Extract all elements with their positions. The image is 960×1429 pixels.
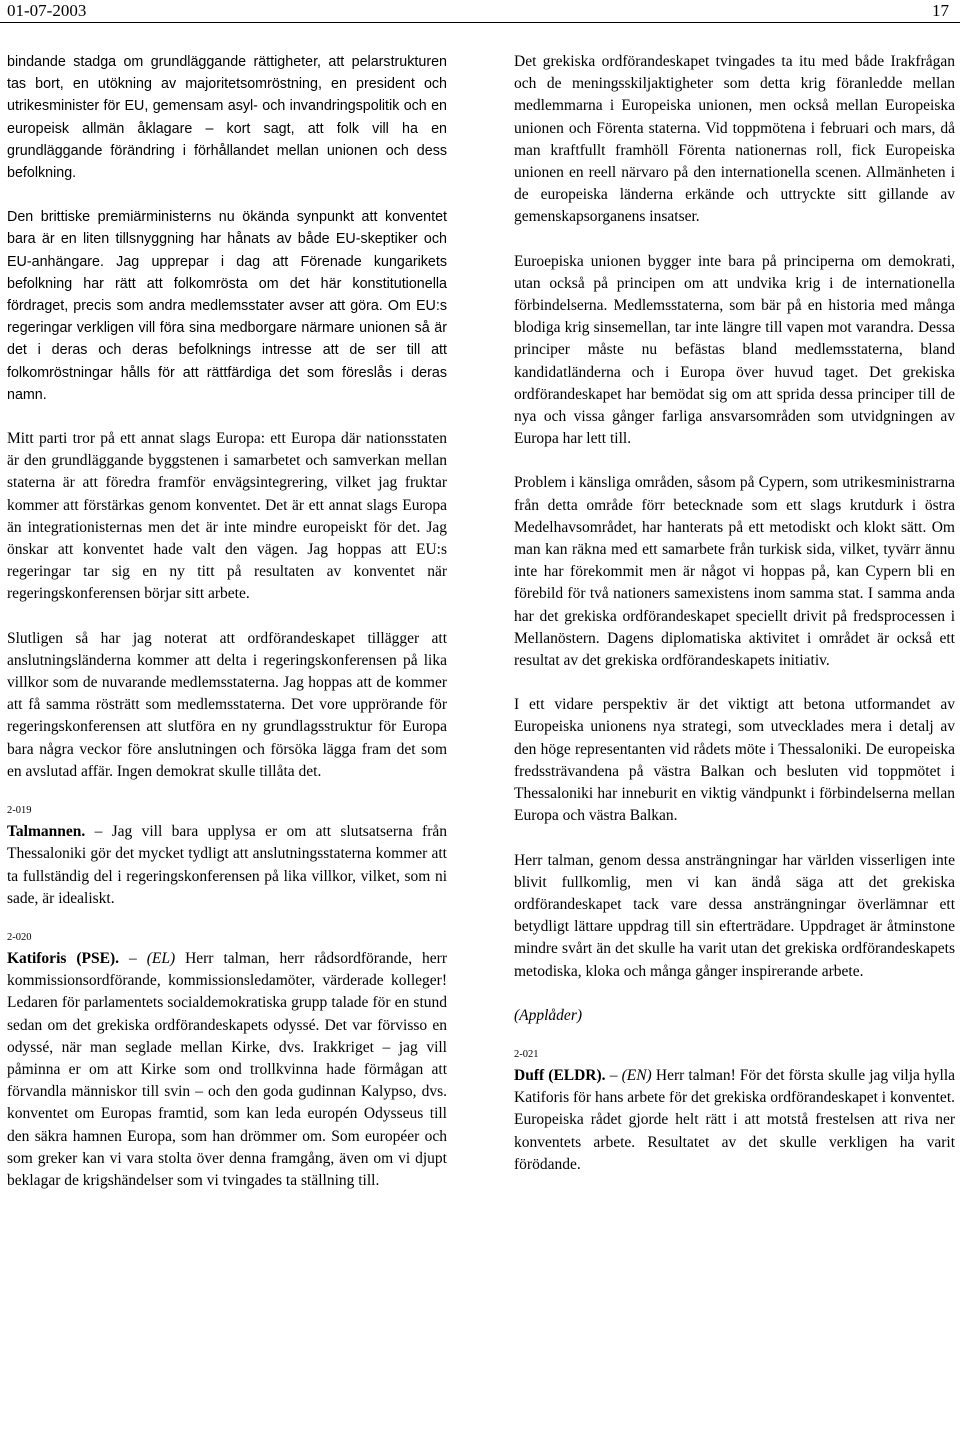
- speaker-name: Duff (ELDR).: [514, 1066, 606, 1084]
- paragraph-9: Herr talman, genom dessa ansträngningar har världen visserligen inte blivit fullkomlig, men vi kan ändå säga att det grekiska ordförandeskapet tack vare dessa ansträngningar överlämnar ett betydligt lättare uppdrag till sin efterträdare. Uppdraget är åtminstone mindre svårt än det skulle ha varit utan det grekiska ordförandeskapets metodiska, kloka och många gånger inspirerande arbete.: [514, 851, 955, 980]
- speech-ref-2-020: 2-020: [7, 931, 32, 943]
- applause-note: (Applåder): [514, 1006, 583, 1024]
- speech-katiforis: [7, 948, 447, 1192]
- speaker-name: Katiforis (PSE).: [7, 949, 119, 967]
- speech-dash: –: [605, 1066, 622, 1084]
- language-tag: (EN): [621, 1066, 652, 1084]
- speech-duff: [514, 1065, 955, 1176]
- paragraph-4: Slutligen så har jag noterat att ordförandeskapet tillägger att anslutningsländerna kommer att delta i regeringskonferensen på lika villkor som de nuvarande medlemsstaterna. Jag hoppas att de kommer att få samma rösträtt som medlemsstaterna. Det vore upprörande för regeringskonferensen att slutföra en ny grundlagsstruktur för Europa bara några veckor före anslutningen och försöka lägga fram det som en avslutad affär. Ingen demokrat skulle tillåta det.: [7, 629, 447, 780]
- paragraph-1: bindande stadga om grundläggande rättigheter, att pelarstrukturen tas bort, en utökning av majoritetsomröstning, en president och utrikesminister för EU, gemensam asyl- och invandringspolitik och en europeisk allmän åklagare – kort sagt, att folk vill ha en grundläggande förändring i förhållandet mellan unionen och dess befolkning.: [7, 54, 447, 182]
- paragraph-5: Det grekiska ordförandeskapet tvingades ta itu med både Irakfrågan och de meningsskiljaktigheter som detta krig föranledde mellan medlemmarna i Europeiska unionen, men också mellan Europeiska unionen och Förenta staterna. Vid toppmötena i februari och mars, då man kraftfullt framhöll Förenta nationernas roll, fick Europeiska unionen en reell närvaro på den internationella scenen. Allmänheten i de europeiska länderna erkände och uttryckte sitt gillande av gemenskapsorganens insatser.: [514, 53, 955, 226]
- speaker-name: Talmannen.: [7, 823, 86, 841]
- paragraph-8: I ett vidare perspektiv är det viktigt att betona utformandet av Europeiska unionens nya strategi, som utvecklades mera i detalj av den höge representanten vid rådets möte i Thessaloniki. De europeiska fredssträvandena på västra Balkan och besluten vid toppmötet i Thessaloniki har inneburit en viktig vändpunkt i förbindelserna mellan Europa och västra Balkan.: [514, 696, 955, 825]
- page-number: 17: [932, 1, 949, 20]
- speech-text: Herr talman! För det första skulle jag vilja hylla Katiforis för hans arbete för det grekiska ordförandeskapet i konventet. Europeiska rådet gjorde helt rätt i att motstå frestelsen att riva ner konventets arbete. Resultatet av det skulle verkligen ha varit förödande.: [514, 1066, 956, 1173]
- speech-talmannen: [7, 821, 447, 910]
- speech-text: – Jag vill bara upplysa er om att slutsatserna från Thessaloniki gör det mycket tydligt att anslutningsstaterna kommer att ta fullständig del i regeringskonferensen på lika villkor, vilket, som ni sade, är idealiskt.: [7, 823, 447, 907]
- speech-text: Herr talman, herr rådsordförande, herr kommissionsordförande, kommissionsledamöter, värderade kolleger! Ledaren för parlamentets socialdemokratiska grupp talade för en stund sedan om det grekiska ordförandeskapets odyssé. Det var förvisso en odyssé, när man seglade mellan Kirke, dvs. Irakkriget – jag vill påminna er om att Kirke som ond trollkvinna hade förmågan att förvandla människor till svin – och den goda gudinnan Kalypso, dvs. konventet om Europas framtid, som kan leda europén Odysseus till den säkra hamnen Europa, som han drömmer om. Som européer och som greker kan vi vara stolta över denna framgång, även om vi djupt beklagar de krigshändelser som vi tvingades ta ställning till.: [7, 949, 447, 1189]
- paragraph-7: Problem i känsliga områden, såsom på Cypern, som utrikesministrarna från detta område förr betecknade som ett slags krutdurk i östra Medelhavsområdet, har hanterats på ett metodiskt och klokt sätt. Om man kan räkna med ett samarbete från turkisk sida, vilket, tyvärr ännu inte har förekommit men är något vi hoppas på, kan Cypern bli en förebild för två nationers samexistens inom samma stat. I samma anda har det grekiska ordförandeskapet speciellt drivit på fredsprocessen i Mellanöstern. Dagens diplomatiska aktivitet i området är också ett resultat av det grekiska ordförandeskapets initiativ.: [514, 474, 955, 670]
- language-tag: (EL): [146, 949, 176, 967]
- paragraph-3: Mitt parti tror på ett annat slags Europa: ett Europa där nationsstaten är den grundläggande byggstenen i samarbetet och samverkan mellan staterna är att föredra framför envägsintegrering, vilket jag fruktar kommer att förstärkas genom konventet. Det är ett annat slags Europa än integrationisternas men det är inte mindre europeiskt för det. Jag önskar att konventet hade valt den vägen. Jag hoppas att EU:s regeringar tar sig en ny titt på resultaten av konventet när regeringskonferensen börjar sitt arbete.: [7, 430, 447, 603]
- speech-ref-2-019: 2-019: [7, 805, 32, 817]
- page-header: [0, 0, 960, 23]
- right-column: [514, 51, 955, 1198]
- left-column: [7, 51, 447, 1214]
- paragraph-2: Den brittiske premiärministerns nu ökända synpunkt att konventet bara är en liten tillsnyggning har hånats av både EU-skeptiker och EU-anhängare. Jag upprepar i dag att Förenade kungarikets befolkning har rätt att folkomrösta om det här konstitutionella fördraget, precis som andra medlemsstater avser att göra. Om EU:s regeringar verkligen vill föra sina medborgare närmare unionen så är det i deras och deras befolknings intresse att de ser till att folkomröstningar hålls för att rättfärdiga det som föreslås i deras namn.: [7, 209, 447, 403]
- paragraph-6: Euroepiska unionen bygger inte bara på principerna om demokrati, utan också på principen om att undvika krig i de internationella förbindelserna. Medlemsstaterna, som bär på en historia med många blodiga krig sinsemellan, tar inte längre till vapen mot varandra. Dessa principer måste nu befästas bland medlemsstaterna, bland kandidatländerna och i Europa över huvud taget. Det grekiska ordförandeskapet har bemödat sig om att sprida dessa principer till de nya och vissa gånger farliga ansvarsområden som utvidgningen av Europa har lett till.: [514, 252, 955, 448]
- speech-ref-2-021: 2-021: [514, 1048, 539, 1060]
- speech-dash: –: [119, 949, 147, 967]
- header-date: 01-07-2003: [7, 1, 87, 20]
